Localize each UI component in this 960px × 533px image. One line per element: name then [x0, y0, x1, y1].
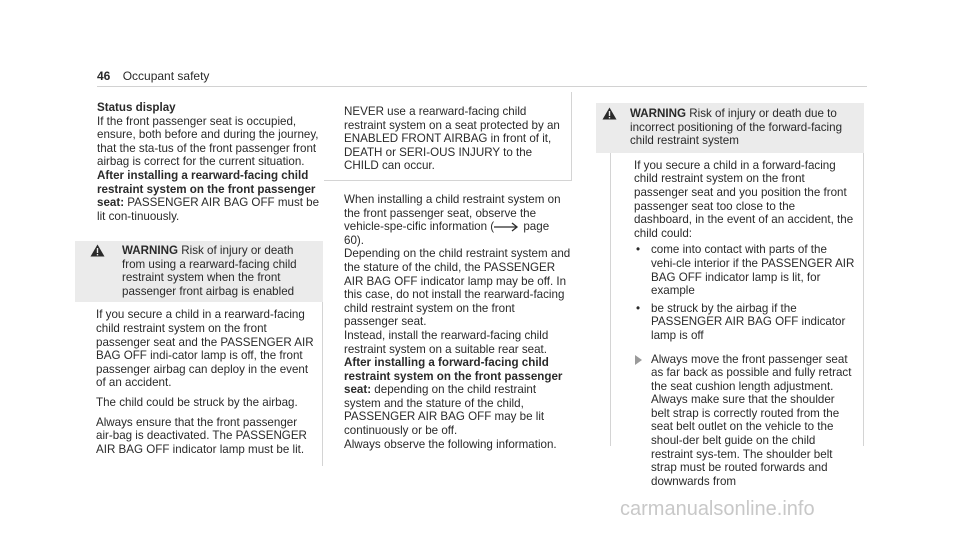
warning-title: Risk of injury or death due to incorrect positioning of the forward-facing child restraint system [630, 107, 843, 148]
arrow-right-icon [494, 222, 520, 232]
indicator-off-paragraph: Depending on the child restraint system and the stature of the child, the PASSENGER AIR BAG OFF indicator lamp may be off. In this case, do not install the rearward-facing child restraint system on the front passenger seat. [344, 247, 571, 329]
vehicle-specific-text: When installing a child restraint system on the front passenger seat, observe the vehicle-spe-cific information ( [344, 192, 561, 234]
right-warning [596, 103, 864, 488]
after-rearward-heading: After installing a rearward-facing child restraint system on the front passenger seat: [97, 168, 316, 210]
after-rearward-text: PASSENGER AIR BAG OFF must be lit con-tinuously. [97, 196, 320, 223]
warning-paragraph: The child could be struck by the airbag. [96, 395, 298, 409]
bullet-icon: • [636, 301, 641, 315]
warning-body [610, 153, 864, 488]
page-header [97, 70, 209, 84]
bullet-icon: • [636, 243, 641, 257]
page-reference-link[interactable]: page 60). [344, 220, 550, 247]
middle-column [324, 92, 572, 451]
warning-paragraph: Always ensure that the front passenger air-bag is deactivated. The PASSENGER AIR BAG OFF indicator lamp must be lit. [96, 415, 307, 456]
warning-paragraph: If you secure a child in a rearward-facing child restraint system on the front passenger seat and the PASSENGER AIR BAG OFF indi-cator lamp is off, the front passenger airbag can deploy in the event of an accident. [96, 308, 314, 390]
after-forward-heading: After installing a forward-facing child restraint system on the front passenger seat: [344, 356, 563, 397]
after-forward-paragraph [344, 356, 572, 438]
list-item-text: come into contact with parts of the vehi-cle interior if the PASSENGER AIR BAG OFF indicator lamp is lit, for example [651, 243, 855, 298]
never-use-box [324, 92, 572, 181]
warning-triangle-icon [602, 107, 617, 120]
consequence-list [634, 243, 855, 342]
warning-header [596, 103, 864, 153]
section-title: Occupant safety [122, 69, 210, 83]
status-display-heading: Status display [97, 101, 176, 114]
list-item [634, 243, 855, 297]
warning-triangle-icon [90, 244, 105, 257]
warning-title: Risk of injury or death from using a rearward-facing child restraint system when the front passenger front airbag is enabled [122, 244, 297, 298]
after-forward-text: depending on the child restraint system and the stature of the child, PASSENGER AIR BAG OFF may be lit continuously or be off. [344, 383, 545, 438]
header-rule [97, 86, 867, 87]
left-warning [75, 241, 323, 466]
left-column [97, 101, 323, 223]
action-triangle-icon [635, 355, 642, 365]
warning-paragraph: If you secure a child in a forward-facing child restraint system on the front passenger seat and you position the front passenger seat too close to the dashboard, in the event of an accident, the child could: [634, 158, 854, 240]
rear-seat-paragraph: Instead, install the rearward-facing child restraint system on a suitable rear seat. [344, 328, 549, 356]
after-rearward-paragraph [97, 169, 323, 223]
list-item-text: be struck by the airbag if the PASSENGER AIR BAG OFF indicator lamp is off [651, 301, 846, 342]
action-step [634, 353, 855, 489]
action-step-text: Always move the front passenger seat as far back as possible and fully retract the seat cushion length adjustment. Always make sure that the shoulder belt strap is correctly routed from the seat belt outlet on the vehicle to the shoul-der belt guide on the child restraint sys-tem. The shoulder belt strap must be routed forwards and downwards from [651, 352, 852, 488]
list-item [634, 302, 855, 343]
middle-text [324, 181, 572, 451]
status-display-text: If the front passenger seat is occupied, ensure, both before and during the journey, that the sta-tus of the front passenger front airbag is correct for the current situation. [97, 114, 319, 169]
warning-label: WARNING [122, 244, 179, 257]
observe-info-paragraph: Always observe the following information. [344, 437, 557, 451]
warning-label: WARNING [630, 107, 687, 120]
vehicle-specific-paragraph [344, 193, 572, 247]
never-use-text: NEVER use a rearward-facing child restraint system on a seat protected by an ENABLED FRONT AIRBAG in front of it, DEATH or SERI-OUS INJURY to the CHILD can occur. [344, 105, 560, 173]
warning-body [75, 302, 323, 466]
watermark: carmanualsonline.info [620, 498, 815, 520]
page-number: 46 [97, 69, 111, 83]
warning-header [75, 241, 323, 302]
